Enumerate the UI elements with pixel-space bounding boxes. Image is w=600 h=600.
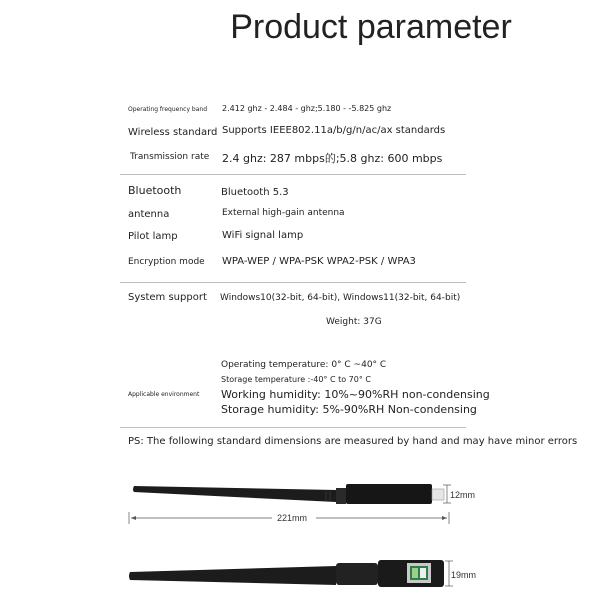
spec-value: WPA-WEP / WPA-PSK WPA2-PSK / WPA3 — [222, 256, 416, 267]
dimension-length — [129, 512, 449, 524]
dimension-height-side — [443, 485, 475, 503]
spec-value: Bluetooth 5.3 — [221, 187, 289, 198]
spec-value: External high-gain antenna — [222, 208, 345, 218]
spec-label: Operating frequency band — [128, 106, 208, 113]
spec-value: WiFi signal lamp — [222, 230, 304, 241]
storage-temperature: Storage temperature :-40° C to 70° C — [221, 375, 371, 384]
dim-label-19mm: 19mm — [451, 570, 477, 580]
working-humidity: Working humidity: 10%~90%RH non-condensing — [221, 388, 490, 401]
dimension-height-front — [445, 561, 476, 586]
spec-value: 2.4 ghz: 287 mbps的;5.8 ghz: 600 mbps — [222, 152, 443, 165]
operating-temperature: Operating temperature: 0° C ~40° C — [221, 360, 387, 370]
spec-label: Encryption mode — [128, 257, 205, 267]
spec-label: Wireless standard — [128, 127, 218, 138]
spec-label: System support — [128, 292, 207, 303]
measurement-note: PS: The following standard dimensions are measured by hand and may have minor errors — [128, 436, 578, 447]
spec-value: Supports IEEE802.11a/b/g/n/ac/ax standards — [222, 125, 446, 136]
spec-value: Windows10(32-bit, 64-bit), Windows11(32-bit, 64-bit) — [220, 293, 461, 303]
spec-label: Bluetooth — [128, 184, 182, 197]
dim-label-221mm: 221mm — [277, 513, 308, 523]
antenna-side-view — [133, 484, 444, 504]
weight-value: Weight: 37G — [326, 317, 382, 327]
environment-label: Applicable environment — [128, 391, 200, 398]
storage-humidity: Storage humidity: 5%-90%RH Non-condensing — [221, 403, 477, 416]
spec-label: Pilot lamp — [128, 231, 178, 242]
dim-label-12mm: 12mm — [450, 490, 476, 500]
page-title: Product parameter — [230, 8, 512, 46]
antenna-front-view — [129, 560, 444, 587]
spec-label: antenna — [128, 209, 170, 220]
spec-label: Transmission rate — [130, 152, 210, 162]
spec-value: 2.412 ghz - 2.484 - ghz;5.180 - -5.825 ghz — [222, 104, 392, 113]
